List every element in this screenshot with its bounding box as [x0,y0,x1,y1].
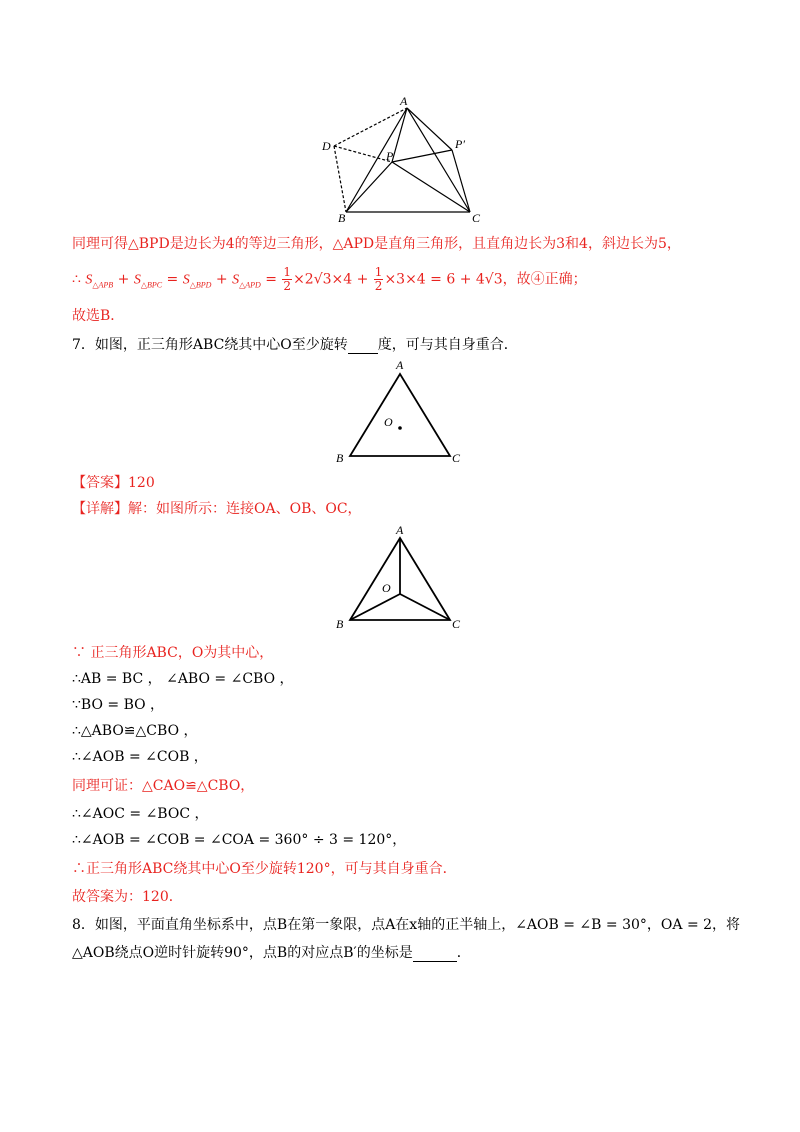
dashed-DB [334,146,346,212]
fraction-half-2 [374,266,384,293]
proof-step-1-text: ∵ 正三角形ABC，O为其中心， [72,645,274,661]
label-C: C [452,451,461,465]
label-O: O [384,415,393,429]
text-line-2 [72,266,587,294]
edge-PPp [392,150,452,162]
proof-step-5: ∴∠AOB = ∠COB ， [72,749,208,765]
triangle-ABC [350,374,450,456]
fraction-half-1 [282,266,292,293]
text-line-2-suffix: ，故④正确； [502,271,587,288]
proof-step-2: ∴AB = BC ， ∠ABO = ∠CBO ， [72,671,294,687]
detail-line: 【详解】解：如图所示：连接OA、OB、OC， [72,501,362,517]
edge-AC [407,108,470,212]
label-C: C [472,211,481,224]
frac-num: 1 [374,265,383,279]
proof-step-4: ∴△ABO≌△CBO ， [72,723,198,739]
figure-triangle-center [330,356,470,468]
label-A: A [396,524,404,537]
question-8-line-1: 8．如图，平面直角坐标系中，点B在第一象限，点A在x轴的正半轴上，∠AOB = ∠B = 30°，OA = 2，将 [72,917,741,933]
proof-step-7: ∴∠AOC = ∠BOC ， [72,806,209,822]
equals-2: = [260,271,282,288]
proof-step-1 [72,644,273,662]
text-line-1: 同理可得△BPD是边长为4的等边三角形，△APD是直角三角形，且直角边长为3和4，斜边长为5， [72,236,681,252]
question-7-text: 7．如图，正三角形ABC绕其中心O至少旋转 [72,337,348,353]
frac-den: 2 [374,279,383,293]
label-A: A [396,358,404,372]
frac-num: 1 [283,265,292,279]
area-s4-sub: △APD [239,280,261,290]
label-D: D [322,139,331,153]
label-P: P [386,149,394,163]
question-7 [72,336,518,354]
center-point-O [398,426,402,430]
proof-step-6: 同理可证：△CAO≌△CBO， [72,778,255,794]
edge-AB [346,108,407,212]
question-7-text-after: 度，可与其自身重合． [377,337,518,353]
edge-APp [407,108,452,150]
proof-conclusion: ∴正三角形ABC绕其中心O至少旋转120°，可与其自身重合． [72,861,457,877]
area-s4: S [232,272,240,288]
area-s1-sub: △APB [92,280,114,290]
proof-step-3: ∵BO = BO ， [72,697,165,713]
edge-AP [392,108,407,162]
expr-mid-2: ×3×4 = 6 + 4√3 [384,271,503,288]
label-B: B [338,211,346,224]
text-line-3: 故选B． [72,308,125,324]
edge-PC [392,162,470,212]
answer-line: 【答案】120 [72,475,155,491]
label-O: O [382,581,391,595]
answer-blank-8 [413,947,457,962]
area-s1: S [85,272,93,288]
label-B: B [336,451,344,465]
final-answer: 故答案为：120． [72,889,183,905]
plus-1: + [113,271,134,288]
figure-triangle-connected [330,524,470,636]
expr-mid-1: ×2√3×4 + [293,271,373,288]
label-C: C [452,617,461,631]
area-s2: S [133,272,141,288]
area-s3-sub: △BPD [189,280,212,290]
answer-blank-7 [348,339,378,354]
plus-2: + [211,271,233,288]
question-8-line-2-text: △AOB绕点O逆时针旋转90°，点B的对应点B′的坐标是 [72,945,413,961]
area-s3: S [182,272,190,288]
area-s2-sub: △BPC [140,280,163,290]
question-8-line-2 [72,944,471,962]
figure-quadrilateral-pp [312,94,492,224]
therefore-symbol: ∴ [72,271,81,288]
frac-den: 2 [283,279,292,293]
equals-1: = [162,271,183,288]
label-B: B [336,617,344,631]
edge-PB [346,162,392,212]
proof-step-8: ∴∠AOB = ∠COB = ∠COA = 360° ÷ 3 = 120°， [72,832,407,848]
question-8-line-2-end: ． [456,945,471,961]
label-A: A [400,94,408,108]
label-P-prime: P′ [455,137,465,151]
